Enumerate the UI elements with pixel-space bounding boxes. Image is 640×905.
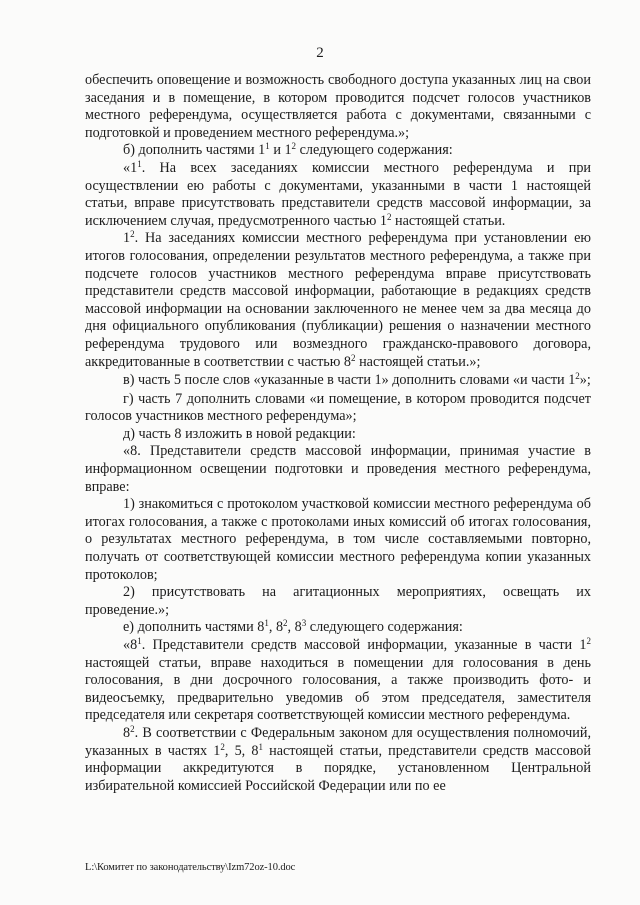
file-path-footer: L:\Комитет по законодательству\Izm72oz-10.doc (85, 862, 296, 873)
paragraph: б) дополнить частями $1^1$ и $1^2$ следующего содержания: (123, 141, 453, 159)
paragraph: д) часть 8 изложить в новой редакции: (123, 425, 356, 442)
paragraph: обеспечить оповещение и возможность свободного доступа указанных лиц на свои заседания и в помещение, в котором проводится подсчет голосов участников местного референдума, осуществляется работа с документами, связанными с подготовкой и проведением местного референдума.»; (85, 72, 591, 141)
paragraph: $1^2$. На заседаниях комиссии местного референдума при установлении ею итогов голосования, определении результатов местного референдума, а также при подсчете голосов участников местного референдума вправе присутствовать представители средств массовой информации, работающие в редакциях средств массовой информации на основании заключенного не менее чем за два месяца до дня официального опубликования (публикации) решения о назначении местного референдума трудового или возмездного гражданско-правового договора, аккредитованные в соответствии с частью $8^2$ настоящей статьи.»; (85, 229, 591, 370)
page-number: 2 (316, 45, 324, 61)
paragraph: «$1^1$. На всех заседаниях комиссии местного референдума и при осуществлении ею работы с документами, указанными в части 1 настоящей статьи, вправе присутствовать представители средств массовой информации, за исключением случая, предусмотренного частью $1^2$ настоящей статьи. (85, 158, 591, 229)
paragraph: 2) присутствовать на агитационных мероприятиях, освещать их проведение.»; (85, 584, 591, 618)
paragraph: 1) знакомиться с протоколом участковой комиссии местного референдума об итогах голосования, а также с протоколами иных комиссий об итогах голосования, о результатах местного референдума, в том числе составляемыми повторно, получать от соответствующей комиссии местного референдума копии указанных протоколов; (85, 496, 591, 583)
document-body (85, 72, 591, 795)
paragraph: «8. Представители средств массовой информации, принимая участие в информационном освещении подготовки и проведения местного референдума, вправе: (85, 443, 591, 495)
paragraph: в) часть 5 после слов «указанные в части 1» дополнить словами «и части $1^2$»; (123, 371, 591, 389)
paragraph: е) дополнить частями $8^1$, $8^2$, $8^3$ следующего содержания: (123, 618, 463, 636)
paragraph: г) часть 7 дополнить словами «и помещение, в котором проводится подсчет голосов участников местного референдума»; (85, 390, 591, 425)
paragraph: $8^2$. В соответствии с Федеральным законом для осуществления полномочий, указанных в частях $1^2$, 5, $8^1$ настоящей статьи, представители средств массовой информации аккредитуются в порядке, установленном Центральной избирательной комиссией Российской Федерации или по ее (85, 723, 591, 794)
paragraph: «$8^1$. Представители средств массовой информации, указанные в части $1^2$ настоящей статьи, вправе находиться в помещении для голосования в день голосования, в дни досрочного голосования, а также производить фото- и видеосъемку, предварительно уведомив об этом председателя, заместителя председателя или секретаря соответствующей комиссии местного референдума. (85, 636, 591, 724)
